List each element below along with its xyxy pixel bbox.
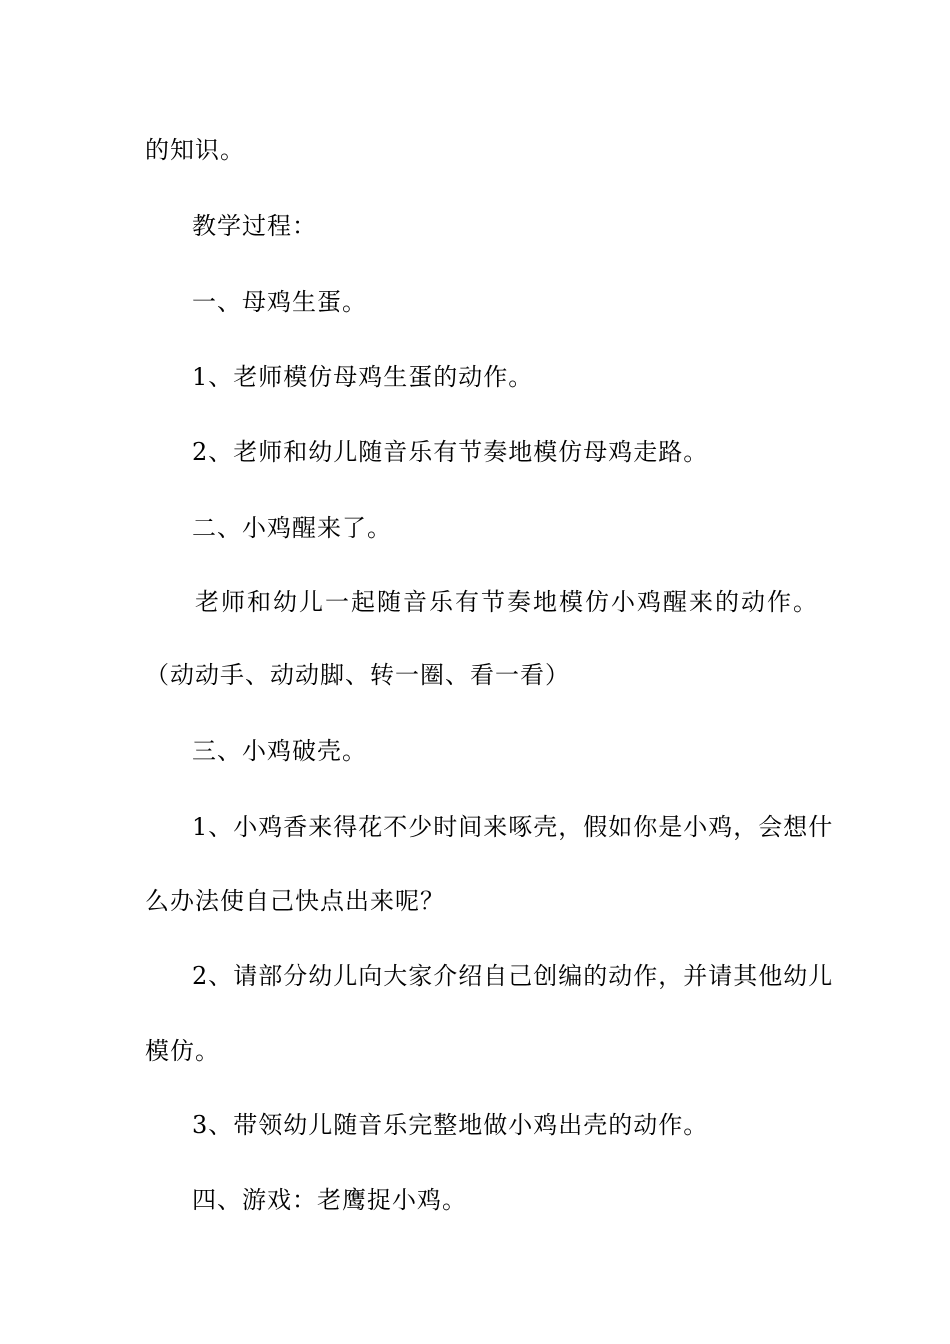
section-heading-4: 四、游戏：老鹰捉小鸡。 <box>192 1186 467 1214</box>
list-item-3-3: 3、带领幼儿随音乐完整地做小鸡出壳的动作。 <box>192 1111 709 1139</box>
section-heading-2: 二、小鸡醒来了。 <box>192 514 392 542</box>
paragraph-2-body: 老师和幼儿一起随音乐有节奏地模仿小鸡醒来的动作。 <box>195 588 819 616</box>
section-heading-3: 三、小鸡破壳。 <box>192 737 367 765</box>
paragraph-continuation: 的知识。 <box>145 136 245 164</box>
section-heading-1: 一、母鸡生蛋。 <box>192 288 367 316</box>
list-item-3-1-continued: 么办法使自己快点出来呢？ <box>145 887 445 915</box>
list-item-1-2: 2、老师和幼儿随音乐有节奏地模仿母鸡走路。 <box>192 438 709 466</box>
list-item-3-2: 2、请部分幼儿向大家介绍自己创编的动作，并请其他幼儿 <box>192 962 834 990</box>
paragraph-2-note: （动动手、动动脚、转一圈、看一看） <box>145 661 570 689</box>
list-item-1-1: 1、老师模仿母鸡生蛋的动作。 <box>192 363 534 391</box>
list-item-3-2-continued: 模仿。 <box>145 1037 220 1065</box>
section-heading-teaching-process: 教学过程： <box>192 212 317 240</box>
list-item-3-1: 1、小鸡香来得花不少时间来啄壳，假如你是小鸡，会想什 <box>192 813 834 841</box>
